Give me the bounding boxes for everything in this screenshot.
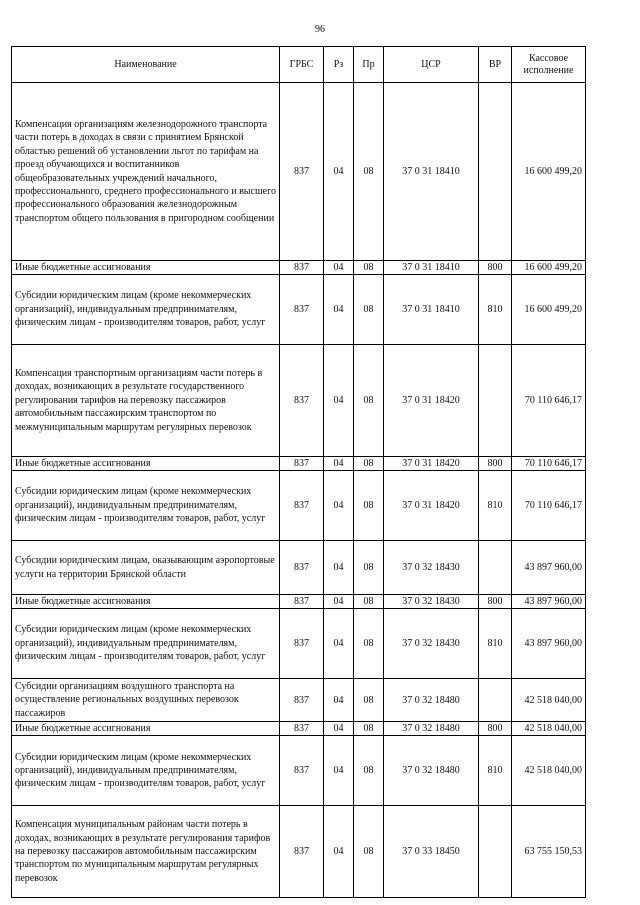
row-name: Субсидии юридическим лицам (кроме некоммерческих организаций), индивидуальным предпринимателям, физическим лицам - производителям товаров, работ, услуг xyxy=(12,471,280,541)
row-csr: 37 0 33 18450 xyxy=(384,806,479,898)
row-name: Компенсация муниципальным районам части потерь в доходах, возникающих в результате регулирования тарифов на перевозку пассажиров автомобильным пассажирским транспортом по муниципальным маршрутам регулярных перевозок xyxy=(12,806,280,898)
row-pr: 08 xyxy=(354,595,384,609)
row-vr: 800 xyxy=(479,595,512,609)
row-pr: 08 xyxy=(354,471,384,541)
row-grbs: 837 xyxy=(280,736,324,806)
table-row xyxy=(12,722,586,736)
table-row xyxy=(12,595,586,609)
row-csr: 37 0 31 18420 xyxy=(384,345,479,457)
row-amount: 16 600 499,20 xyxy=(512,261,586,275)
row-rz: 04 xyxy=(324,595,354,609)
row-name: Иные бюджетные ассигнования xyxy=(12,595,280,609)
row-amount: 42 518 040,00 xyxy=(512,722,586,736)
row-rz: 04 xyxy=(324,806,354,898)
row-amount: 42 518 040,00 xyxy=(512,736,586,806)
row-csr: 37 0 31 18410 xyxy=(384,275,479,345)
table-body xyxy=(12,83,586,898)
row-csr: 37 0 32 18480 xyxy=(384,679,479,722)
header-rz: Рз xyxy=(324,47,354,83)
row-csr: 37 0 32 18430 xyxy=(384,541,479,595)
row-vr: 800 xyxy=(479,261,512,275)
row-vr xyxy=(479,679,512,722)
table-row xyxy=(12,609,586,679)
row-amount: 43 897 960,00 xyxy=(512,595,586,609)
row-name: Субсидии юридическим лицам, оказывающим аэропортовые услуги на территории Брянской области xyxy=(12,541,280,595)
row-grbs: 837 xyxy=(280,471,324,541)
table-row xyxy=(12,457,586,471)
table-row xyxy=(12,261,586,275)
row-rz: 04 xyxy=(324,275,354,345)
row-pr: 08 xyxy=(354,83,384,261)
row-pr: 08 xyxy=(354,541,384,595)
row-vr xyxy=(479,83,512,261)
row-csr: 37 0 31 18410 xyxy=(384,261,479,275)
row-csr: 37 0 31 18410 xyxy=(384,83,479,261)
row-grbs: 837 xyxy=(280,595,324,609)
header-vr: ВР xyxy=(479,47,512,83)
row-amount: 42 518 040,00 xyxy=(512,679,586,722)
row-name: Субсидии юридическим лицам (кроме некоммерческих организаций), индивидуальным предпринимателям, физическим лицам - производителям товаров, работ, услуг xyxy=(12,736,280,806)
table-row xyxy=(12,275,586,345)
row-rz: 04 xyxy=(324,345,354,457)
row-name: Субсидии юридическим лицам (кроме некоммерческих организаций), индивидуальным предпринимателям, физическим лицам - производителям товаров, работ, услуг xyxy=(12,275,280,345)
table-row xyxy=(12,83,586,261)
budget-execution-table xyxy=(11,46,586,898)
row-pr: 08 xyxy=(354,261,384,275)
row-grbs: 837 xyxy=(280,541,324,595)
row-rz: 04 xyxy=(324,736,354,806)
row-amount: 63 755 150,53 xyxy=(512,806,586,898)
table-row xyxy=(12,679,586,722)
table-row xyxy=(12,471,586,541)
row-name: Субсидии организациям воздушного транспорта на осуществление региональных воздушных перевозок пассажиров xyxy=(12,679,280,722)
page-number: 96 xyxy=(315,24,325,35)
row-vr xyxy=(479,541,512,595)
row-csr: 37 0 32 18430 xyxy=(384,595,479,609)
header-grbs: ГРБС xyxy=(280,47,324,83)
row-amount: 70 110 646,17 xyxy=(512,457,586,471)
row-rz: 04 xyxy=(324,679,354,722)
row-vr: 800 xyxy=(479,457,512,471)
row-grbs: 837 xyxy=(280,806,324,898)
row-name: Иные бюджетные ассигнования xyxy=(12,722,280,736)
row-name: Иные бюджетные ассигнования xyxy=(12,457,280,471)
table-row xyxy=(12,541,586,595)
row-name: Компенсация транспортным организациям части потерь в доходах, возникающих в результате государственного регулирования тарифов на перевозку пассажиров автомобильным пассажирским транспортом по межмуниципальным маршрутам регулярных перевозок xyxy=(12,345,280,457)
row-csr: 37 0 31 18420 xyxy=(384,471,479,541)
row-csr: 37 0 32 18480 xyxy=(384,722,479,736)
row-amount: 70 110 646,17 xyxy=(512,471,586,541)
row-rz: 04 xyxy=(324,83,354,261)
row-csr: 37 0 31 18420 xyxy=(384,457,479,471)
row-rz: 04 xyxy=(324,457,354,471)
row-vr: 810 xyxy=(479,736,512,806)
row-rz: 04 xyxy=(324,609,354,679)
row-vr: 810 xyxy=(479,471,512,541)
row-pr: 08 xyxy=(354,722,384,736)
row-amount: 43 897 960,00 xyxy=(512,609,586,679)
header-csr: ЦСР xyxy=(384,47,479,83)
header-pr: Пр xyxy=(354,47,384,83)
table-row xyxy=(12,736,586,806)
table-row xyxy=(12,345,586,457)
row-vr: 810 xyxy=(479,609,512,679)
row-grbs: 837 xyxy=(280,261,324,275)
table-header-row xyxy=(12,47,586,83)
row-amount: 43 897 960,00 xyxy=(512,541,586,595)
row-grbs: 837 xyxy=(280,83,324,261)
header-amount: Кассовое исполнение xyxy=(512,47,586,83)
row-pr: 08 xyxy=(354,736,384,806)
row-amount: 16 600 499,20 xyxy=(512,83,586,261)
row-grbs: 837 xyxy=(280,679,324,722)
row-vr xyxy=(479,345,512,457)
row-grbs: 837 xyxy=(280,275,324,345)
row-csr: 37 0 32 18430 xyxy=(384,609,479,679)
row-grbs: 837 xyxy=(280,609,324,679)
row-rz: 04 xyxy=(324,261,354,275)
row-grbs: 837 xyxy=(280,457,324,471)
row-vr: 800 xyxy=(479,722,512,736)
row-rz: 04 xyxy=(324,541,354,595)
row-pr: 08 xyxy=(354,345,384,457)
row-vr: 810 xyxy=(479,275,512,345)
row-pr: 08 xyxy=(354,806,384,898)
row-pr: 08 xyxy=(354,275,384,345)
row-grbs: 837 xyxy=(280,722,324,736)
row-pr: 08 xyxy=(354,679,384,722)
row-amount: 70 110 646,17 xyxy=(512,345,586,457)
row-name: Иные бюджетные ассигнования xyxy=(12,261,280,275)
row-vr xyxy=(479,806,512,898)
row-rz: 04 xyxy=(324,722,354,736)
row-amount: 16 600 499,20 xyxy=(512,275,586,345)
row-pr: 08 xyxy=(354,457,384,471)
row-pr: 08 xyxy=(354,609,384,679)
header-name: Наименование xyxy=(12,47,280,83)
row-rz: 04 xyxy=(324,471,354,541)
row-name: Субсидии юридическим лицам (кроме некоммерческих организаций), индивидуальным предпринимателям, физическим лицам - производителям товаров, работ, услуг xyxy=(12,609,280,679)
table-row xyxy=(12,806,586,898)
row-name: Компенсация организациям железнодорожного транспорта части потерь в доходах в связи с принятием Брянской областью решений об установлении льгот по тарифам на проезд обучающихся и воспитанников общеобразовательных учреждений начального, профессионального, среднего профессионального и высшего профессионального образования железнодорожным транспортом общего пользования в пригородном сообщении xyxy=(12,83,280,261)
row-grbs: 837 xyxy=(280,345,324,457)
row-csr: 37 0 32 18480 xyxy=(384,736,479,806)
